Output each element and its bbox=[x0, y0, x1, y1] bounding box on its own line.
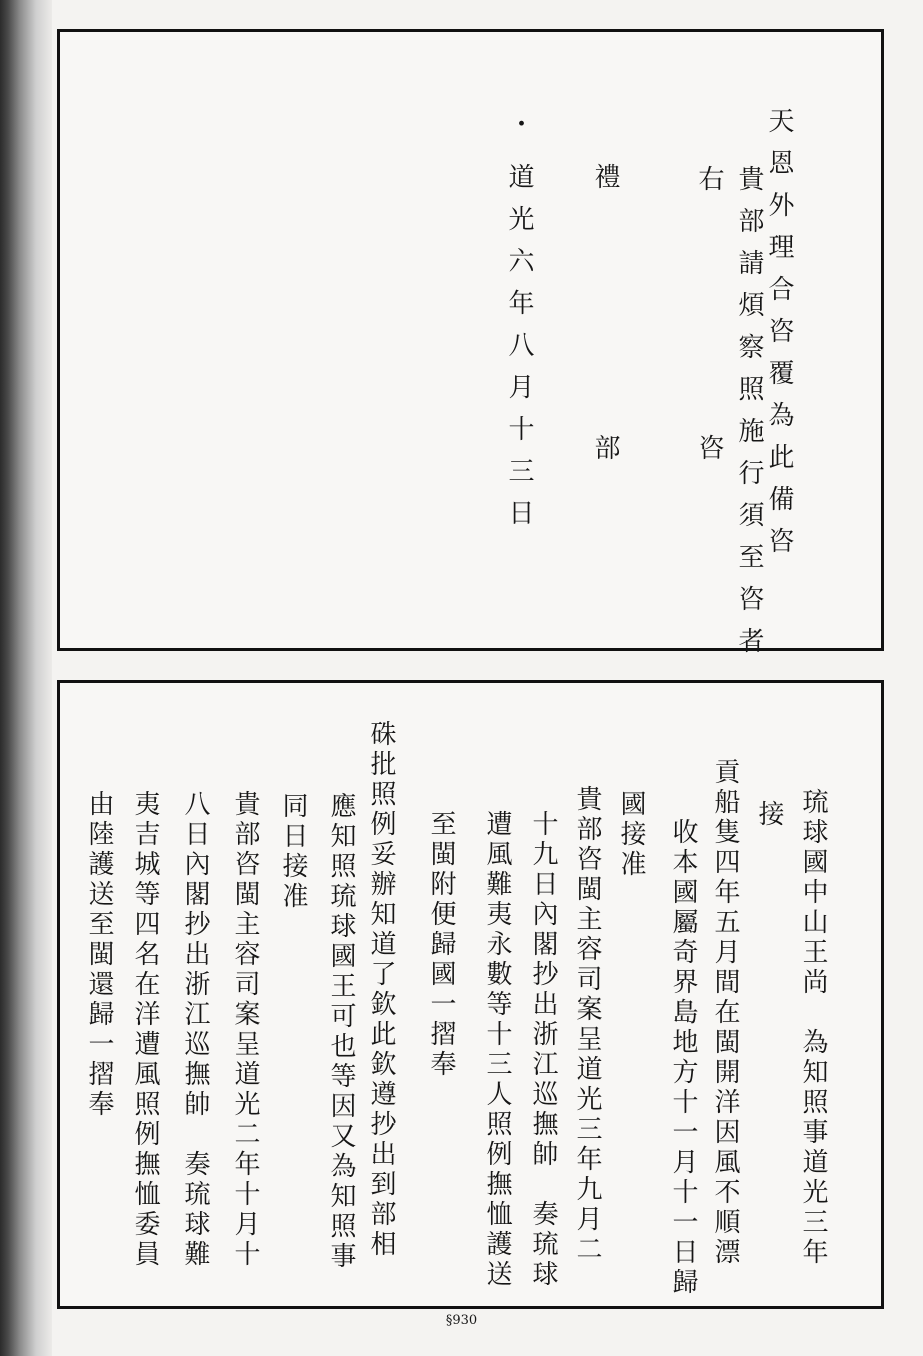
bottom-column-6: 十九日內閣抄出浙江巡撫帥 奏琉球 bbox=[528, 810, 558, 1290]
bottom-column-0: 琉球國中山王尚 為知照事道光三年 bbox=[798, 788, 828, 1268]
bottom-column-15: 由陸護送至閩還歸一摺奉 bbox=[84, 790, 114, 1120]
top-column-7: 道光六年八月十三日 bbox=[504, 163, 534, 541]
bottom-column-1: 接 bbox=[754, 800, 784, 830]
top-column-4: 禮 bbox=[590, 163, 620, 205]
top-column-1: 貴部請煩察照施行須至咨者 bbox=[734, 165, 764, 669]
bottom-column-13: 八日內閣抄出浙江巡撫帥 奏琉球難 bbox=[180, 790, 210, 1270]
bottom-column-5: 貴部咨閩主容司案呈道光三年九月二 bbox=[572, 785, 602, 1265]
bottom-column-10: 應知照琉球國王可也等因又為知照事 bbox=[326, 792, 356, 1272]
bottom-column-12: 貴部咨閩主容司案呈道光二年十月十 bbox=[230, 790, 260, 1270]
bottom-column-8: 至閩附便歸國一摺奉 bbox=[426, 810, 456, 1080]
bottom-column-2: 貢船隻四年五月間在閩開洋因風不順漂 bbox=[710, 758, 740, 1268]
bottom-column-3: 收本國屬奇界島地方十一月十一日歸 bbox=[668, 818, 698, 1298]
page-number: §930 bbox=[445, 1313, 478, 1328]
bottom-column-9: 硃批照例妥辦知道了欽此欽遵抄出到部相 bbox=[366, 720, 396, 1260]
top-column-6: ・ bbox=[504, 110, 534, 152]
bottom-column-14: 夷吉城等四名在洋遭風照例撫恤委員 bbox=[130, 790, 160, 1270]
top-column-2: 右 bbox=[694, 165, 724, 207]
book-binding-shadow bbox=[0, 0, 52, 1356]
bottom-column-7: 遭風難夷永數等十三人照例撫恤護送 bbox=[482, 810, 512, 1290]
bottom-column-11: 同日接准 bbox=[278, 792, 308, 912]
top-column-5: 部 bbox=[590, 434, 620, 476]
top-column-3: 咨 bbox=[694, 434, 724, 476]
top-column-0: 天恩外理合咨覆為此備咨 bbox=[764, 107, 794, 569]
bottom-column-4: 國接准 bbox=[616, 790, 646, 880]
